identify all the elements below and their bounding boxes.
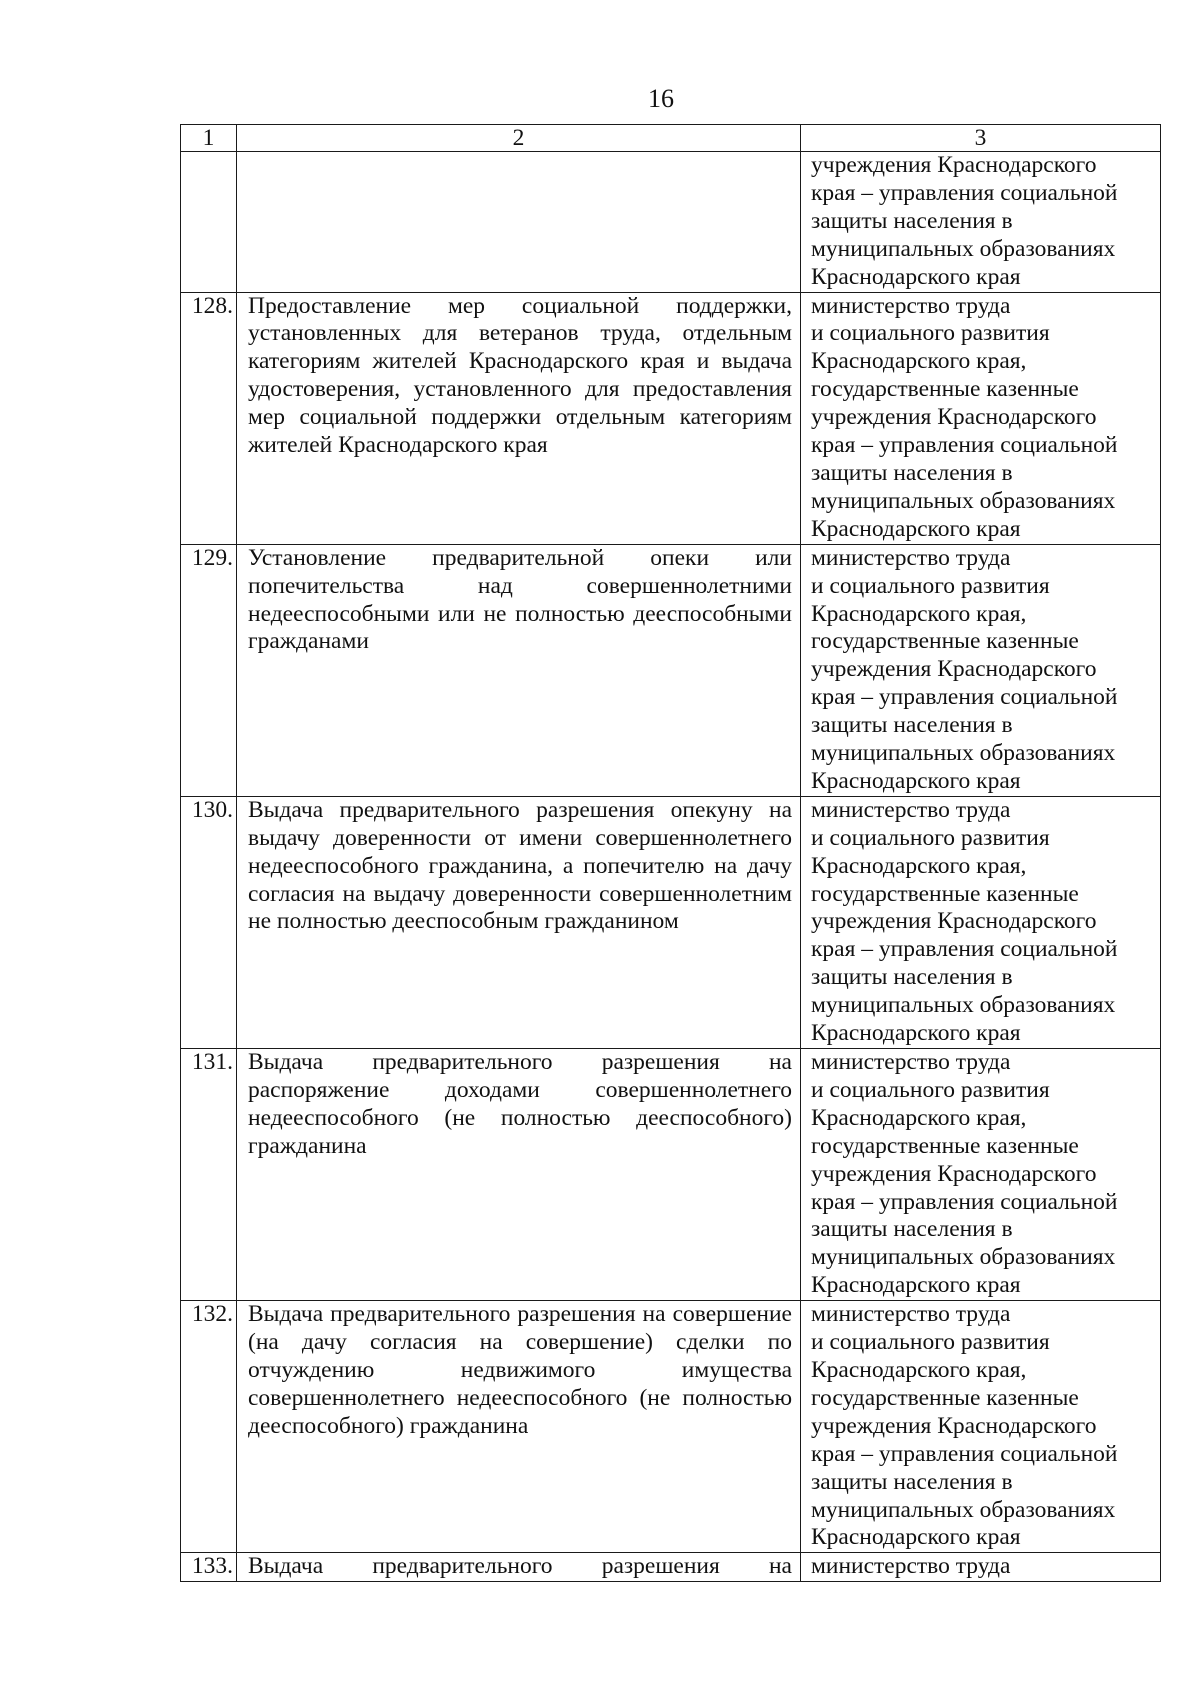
authority-line: учреждения Краснодарского <box>811 152 1097 178</box>
authority-line: учреждения Краснодарского <box>811 404 1097 431</box>
authority-line: края – управления социальной <box>811 432 1118 459</box>
authority-line: Краснодарского края <box>811 1020 1021 1047</box>
authority-line: и социального развития <box>811 572 1050 599</box>
services-table <box>180 124 1161 1582</box>
authority-line: министерство труда <box>811 1301 1011 1328</box>
authority-line: министерство труда <box>811 1553 1011 1580</box>
table-row-cut <box>181 1553 1161 1582</box>
row-authority <box>801 1553 1161 1582</box>
row-authority <box>801 1301 1161 1553</box>
authority-line: муниципальных образованиях <box>811 235 1116 262</box>
row-authority <box>801 796 1161 1048</box>
row-service-description <box>237 796 801 1048</box>
authority-line: Краснодарского края <box>811 515 1021 542</box>
table-header-row <box>181 125 1161 152</box>
authority-line: министерство труда <box>811 544 1011 571</box>
column-header-service: 2 <box>237 125 801 152</box>
authority-line: Краснодарского края, <box>811 1356 1027 1383</box>
row-service-text: Выдача предварительного разрешения на распоряжение доходами совершеннолетнего недееспособного (не полностью дееспособного) гражданина <box>248 1049 792 1159</box>
row-service-description <box>237 1553 801 1582</box>
authority-line: Краснодарского края <box>811 1524 1021 1551</box>
row-number: 128. <box>181 292 237 544</box>
authority-line: муниципальных образованиях <box>811 1244 1116 1271</box>
authority-line: края – управления социальной <box>811 684 1118 711</box>
row-service-description <box>237 292 801 544</box>
authority-line: края – управления социальной <box>811 1188 1118 1215</box>
authority-line: края – управления социальной <box>811 936 1118 963</box>
authority-line: Краснодарского края, <box>811 1104 1027 1131</box>
row-number: 132. <box>181 1301 237 1553</box>
authority-line: защиты населения в <box>811 712 1013 739</box>
authority-line: государственные казенные <box>811 1132 1079 1159</box>
table-row <box>181 544 1161 796</box>
row-authority <box>801 292 1161 544</box>
authority-line: Краснодарского края <box>811 263 1021 290</box>
authority-line: министерство труда <box>811 796 1011 823</box>
row-number <box>181 152 237 293</box>
authority-line: и социального развития <box>811 824 1050 851</box>
authority-line: учреждения Краснодарского <box>811 1412 1097 1439</box>
table-row <box>181 292 1161 544</box>
row-authority <box>801 544 1161 796</box>
authority-line: государственные казенные <box>811 628 1079 655</box>
column-header-authority: 3 <box>801 125 1161 152</box>
authority-line: защиты населения в <box>811 1216 1013 1243</box>
row-number: 130. <box>181 796 237 1048</box>
authority-line: Краснодарского края <box>811 1272 1021 1299</box>
authority-line: государственные казенные <box>811 376 1079 403</box>
table-row <box>181 796 1161 1048</box>
row-service-text: Выдача предварительного разрешения опекуну на выдачу доверенности от имени совершеннолетнего недееспособного гражданина, а попечителю на дачу согласия на выдачу доверенности совершеннолетним не полностью дееспособным гражданином <box>248 796 792 935</box>
row-authority <box>801 152 1161 293</box>
row-service-text: Установление предварительной опеки или попечительства над совершеннолетними недееспособными или не полностью дееспособными гражданами <box>248 544 792 655</box>
page-number: 16 <box>648 84 674 113</box>
row-service-description <box>237 544 801 796</box>
row-service-text: Выдача предварительного разрешения на совершение (на дачу согласия на совершение) сделки по отчуждению недвижимого имущества совершеннолетнего недееспособного (не полностью дееспособного) гражданина <box>248 1301 792 1439</box>
row-service-text: Предоставление мер социальной поддержки, установленных для ветеранов труда, отдельным категориям жителей Краснодарского края и выдача удостоверения, установленного для предоставления мер социальной поддержки отдельным категориям жителей Краснодарского края <box>248 292 792 459</box>
table-row-continued <box>181 152 1161 293</box>
row-number: 133. <box>181 1553 237 1582</box>
table-row <box>181 1301 1161 1553</box>
table-row <box>181 1049 1161 1301</box>
authority-line: муниципальных образованиях <box>811 992 1116 1019</box>
authority-line: защиты населения в <box>811 459 1013 486</box>
authority-line: и социального развития <box>811 1329 1050 1356</box>
authority-line: министерство труда <box>811 1049 1011 1075</box>
authority-line: муниципальных образованиях <box>811 487 1116 514</box>
authority-line: учреждения Краснодарского <box>811 1160 1097 1187</box>
table-body <box>181 152 1161 1582</box>
authority-line: и социального развития <box>811 1076 1050 1103</box>
authority-line: министерство труда <box>811 292 1011 319</box>
column-header-number: 1 <box>181 125 237 152</box>
authority-line: Краснодарского края, <box>811 600 1027 627</box>
authority-line: защиты населения в <box>811 964 1013 991</box>
authority-line: края – управления социальной <box>811 179 1118 206</box>
authority-line: муниципальных образованиях <box>811 740 1116 767</box>
authority-line: края – управления социальной <box>811 1440 1118 1467</box>
authority-line: учреждения Краснодарского <box>811 656 1097 683</box>
row-service-description <box>237 1301 801 1553</box>
authority-line: Краснодарского края, <box>811 852 1027 879</box>
authority-line: государственные казенные <box>811 880 1079 907</box>
row-service-text: Выдача предварительного разрешения на <box>248 1553 792 1580</box>
authority-line: муниципальных образованиях <box>811 1496 1116 1523</box>
authority-line: государственные казенные <box>811 1384 1079 1411</box>
row-service-description <box>237 152 801 293</box>
authority-line: защиты населения в <box>811 1468 1013 1495</box>
authority-line: Краснодарского края <box>811 767 1021 794</box>
row-number: 129. <box>181 544 237 796</box>
authority-line: защиты населения в <box>811 207 1013 234</box>
authority-line: учреждения Краснодарского <box>811 908 1097 935</box>
row-service-description <box>237 1049 801 1301</box>
authority-line: Краснодарского края, <box>811 348 1027 375</box>
authority-line: и социального развития <box>811 320 1050 347</box>
row-authority <box>801 1049 1161 1301</box>
row-number: 131. <box>181 1049 237 1301</box>
